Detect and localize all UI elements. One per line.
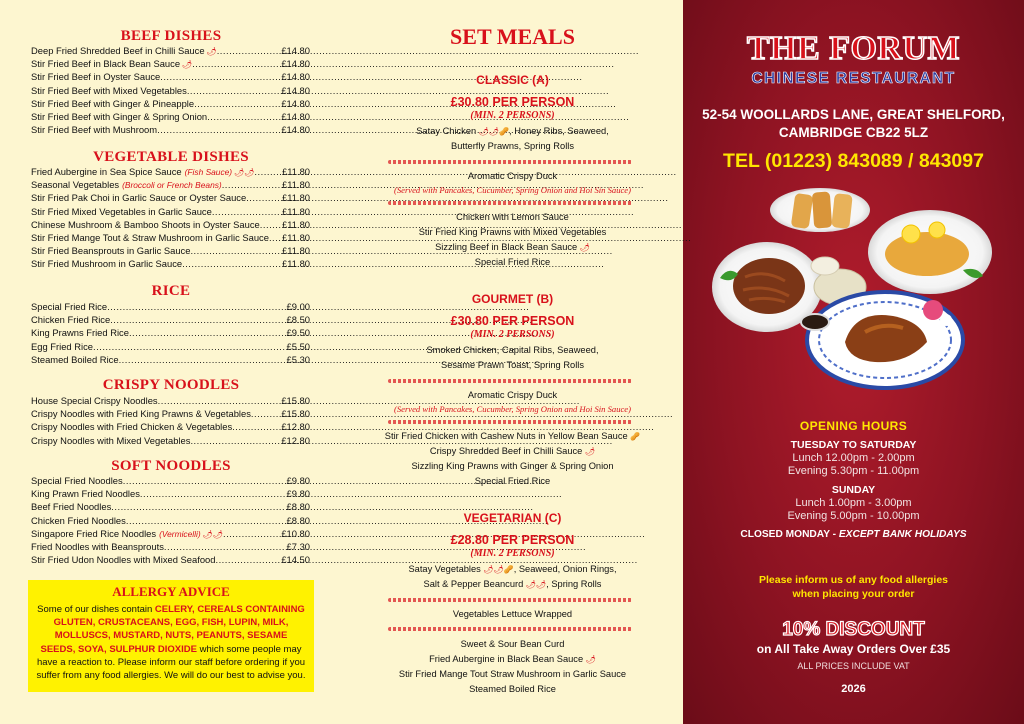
menu-item [31,219,310,232]
opening-hours-title: OPENING HOURS [799,419,908,433]
classic-main-2: Stir Fried King Prawns with Mixed Vegetables [418,227,607,237]
dish-name: Deep Fried Shredded Beef in Chilli Sauce [31,45,205,56]
lemon-slice [929,222,945,238]
chili-icon: 🌶 [182,60,193,70]
dish-price: £11.80 [282,179,310,191]
veg-starter-2b: , Spring Rolls [546,579,602,589]
gourmet-main-1-text: Stir Fried Chicken with Cashew Nuts in Yellow Bean Sauce [384,431,628,441]
restaurant-name: THE FORUM [746,30,961,67]
menu-item [31,85,310,98]
dot-leader [93,341,287,352]
closed-notice [683,529,1024,540]
classic-min: (MIN. 2 PERSONS) [470,110,555,121]
dish-name: Chinese Mushroom & Bamboo Shoots in Oyster Sauce [31,218,260,230]
rice-title: RICE [151,283,191,299]
vegetarian-main-2 [342,654,683,664]
dish-price: £9.50 [286,327,310,339]
menu-item [31,124,310,137]
sunday-evening: Evening 5.00pm - 10.00pm [787,510,920,522]
veg-list [31,166,310,272]
dish-name: Singapore Fried Rice Noodles [31,527,157,539]
dot-leader [269,232,282,243]
dot-leader [158,395,282,406]
dot-leader [215,554,281,565]
dish-name: Stir Fried Pak Choi in Garlic Sauce or Oyster Sauce [31,192,247,204]
dot-leader [260,219,282,230]
chili-icon: 🌶🌶 [525,580,547,589]
allergen-list: CELERY, CEREALS CONTAINING GLUTEN, CRUSTACEANS, EGG, FISH, LUPIN, MILK, MOLLUSCS, MUSTARD, NUTS, PEANUTS, SESAME SEEDS, SOYA, SULPHUR DIOXIDE [40,604,305,655]
classic-main-1: Chicken with Lemon Sauce [456,212,569,222]
veg-starter-1b: , Seaweed, Onion Rings, [513,564,617,574]
dish-name: Stir Fried Beef with Mushroom [31,124,158,136]
dot-leader [123,475,287,486]
dish-price: £9.80 [286,488,310,500]
menu-item [31,301,310,314]
dot-leader [110,314,286,325]
vegetarian-name: VEGETARIAN (C) [463,511,562,525]
dot-leader [140,488,287,499]
dish-price: £10.80 [281,527,310,539]
menu-item [31,166,310,179]
classic-name: CLASSIC (A) [476,73,549,87]
gourmet-starter-1: Smoked Chicken, Capital Ribs, Seaweed, [426,345,599,355]
dish-price: £12.80 [281,434,310,446]
dot-leader [187,85,282,96]
dot-leader [223,528,281,539]
inform-line-1: Please inform us of any food allergies [758,574,949,586]
nut-icon: 🥜 [630,432,641,441]
menu-item [31,421,310,434]
menu-item [31,45,310,58]
dish-name: Crispy Noodles with Fried King Prawns & Vegetables [31,408,251,420]
weekday-label: TUESDAY TO SATURDAY [790,439,917,451]
divider [388,627,632,631]
dish-name: Fried Aubergine in Sea Spice Sauce [31,166,182,177]
divider [388,598,632,602]
gourmet-starter-2: Sesame Prawn Toast, Spring Rolls [441,360,584,370]
classic-duck-note: (Served with Pancakes, Cucumber, Spring Onion and Hoi Sin Sauce) [393,185,631,195]
dish-name: Fried Noodles with Beansprouts [31,540,164,552]
chili-icon: 🌶🌶 [234,168,255,177]
dish-price: £12.80 [281,421,310,433]
gourmet-name: GOURMET (B) [471,292,554,306]
dish-name: Stir Fried Udon Noodles with Mixed Seafood [31,554,216,566]
dish-name: Stir Fried Beansprouts in Garlic Sauce [31,245,191,257]
classic-duck: Aromatic Crispy Duck [467,171,558,181]
dish-name: King Prawns Fried Rice [31,327,129,339]
gourmet-main-2-text: Crispy Shredded Beef in Chilli Sauce [429,446,583,456]
dot-leader [212,206,282,217]
flower-garnish [923,300,943,320]
nut-icon: 🥜 [499,127,510,136]
dish-name: House Special Crispy Noodles [31,395,158,406]
food-photo [715,182,995,392]
beef-list [31,45,310,137]
chili-icon: 🌶 [579,243,590,252]
menu-item [31,515,310,528]
sunday-lunch: Lunch 1.00pm - 3.00pm [795,497,912,509]
weekday-lunch: Lunch 12.00pm - 2.00pm [792,452,915,464]
chilli-beef [733,258,805,314]
dish-note: (Fish Sauce) [184,167,233,177]
telephone: TEL (01223) 843089 / 843097 [723,150,984,172]
address-line-2: CAMBRIDGE CB22 5LZ [778,125,929,140]
dish-price: £11.80 [282,245,310,257]
dish-note: (Vermicelli) [159,528,201,539]
chili-icon: 🌶 [584,447,596,456]
dish-name: Stir Fried Beef with Ginger & Pineapple [31,97,195,109]
gourmet-min: (MIN. 2 PERSONS) [470,329,555,340]
restaurant-subtitle: CHINESE RESTAURANT [751,70,956,87]
dot-leader [126,515,287,526]
veg-starter-2a: Salt & Pepper Beancurd [423,579,526,589]
dot-leader [251,408,281,419]
set-meals-title: SET MEALS [450,24,575,49]
divider [388,201,632,205]
dish-price: £14.80 [281,84,310,96]
vegetarian-lettuce: Vegetables Lettuce Wrapped [452,609,573,619]
dish-price: £5.50 [286,340,310,352]
menu-item [31,475,310,488]
year: 2026 [841,683,866,695]
dish-price: £9.80 [286,475,310,486]
menu-item [31,179,310,192]
dish-price: £11.80 [282,166,310,177]
closed-a: CLOSED MONDAY - [740,529,839,540]
sauce-bowl [801,314,829,330]
dish-name: Stir Fried Mushroom in Garlic Sauce [31,258,183,270]
vegetarian-price: £28.80 PER PERSON [450,533,575,547]
pancakes [811,257,839,275]
menu-item [31,245,310,258]
vegetarian-starter-1 [342,564,683,574]
flower-garnish [940,314,952,326]
dish-price: £7.30 [286,540,310,552]
menu-item [31,71,310,84]
dish-price: £8.80 [286,514,310,526]
inform-line-2: when placing your order [792,588,915,600]
dish-price: £15.80 [281,408,310,420]
menu-item [31,501,310,514]
dish-name: Stir Fried Mange Tout & Straw Mushroom in Garlic Sauce [31,231,269,243]
dot-leader [232,421,281,432]
menu-item [31,408,310,421]
dish-name: King Prawn Fried Noodles [31,488,140,500]
dish-note: (Broccoli or French Beans) [122,180,222,191]
classic-starter-1b: , Honey Ribs, Seaweed, [509,126,609,136]
address-line-1: 52-54 WOOLLARDS LANE, GREAT SHELFORD, [702,107,1005,122]
menu-item [31,232,310,245]
soft-list [31,475,310,567]
dish-name: Stir Fried Beef in Oyster Sauce [31,71,161,83]
dot-leader [164,541,287,552]
menu-item [31,395,310,408]
dot-leader [254,166,282,177]
dish-price: £14.80 [281,124,310,136]
dish-price: £9.00 [286,301,310,312]
menu-item [31,554,310,567]
dot-leader [160,71,281,82]
menu-item [31,341,310,354]
allergy-title: ALLERGY ADVICE [112,584,230,599]
divider [388,420,632,424]
allergy-text [36,603,306,682]
dish-name: Stir Fried Beef with Ginger & Spring Onion [31,110,208,122]
gourmet-price: £30.80 PER PERSON [450,314,575,328]
soft-title: SOFT NOODLES [111,458,231,474]
vegetarian-min: (MIN. 2 PERSONS) [470,548,555,559]
allergy-inform [683,573,1024,601]
vegetarian-main-3: Stir Fried Mange Tout Straw Mushroom in Garlic Sauce [398,669,627,679]
sunday-label: SUNDAY [831,484,876,496]
dish-price: £15.80 [281,395,310,406]
menu-item [31,528,310,541]
dot-leader [194,98,281,109]
menu-item [31,354,310,367]
dish-name: Crispy Noodles with Fried Chicken & Vegetables [31,421,233,433]
dish-price: £14.80 [281,45,310,56]
gourmet-main-1 [342,431,683,441]
dish-price: £11.80 [282,231,310,243]
dish-name: Stir Fried Beef with Mixed Vegetables [31,84,187,96]
dish-price: £14.80 [281,58,310,70]
dot-leader [182,258,282,269]
allergy-text-a: Some of our dishes contain [37,604,155,615]
veg-title: VEGETABLE DISHES [93,149,249,165]
dish-name: Stir Fried Mixed Vegetables in Garlic Sauce [31,205,212,217]
menu-item [31,314,310,327]
dish-price: £11.80 [282,205,310,217]
lemon-chicken [885,232,969,276]
dish-name: Beef Fried Noodles [31,501,112,513]
menu-item [31,58,310,71]
menu-item [31,98,310,111]
dot-leader [107,301,286,312]
allergy-text-b: which some people may have a reaction to. Please inform our staff before ordering if you suffer from any food allergies. We will do our best to advise you. [36,643,306,682]
menu-item [31,488,310,501]
dish-price: £8.80 [286,501,310,513]
classic-price: £30.80 PER PERSON [450,95,575,109]
dish-price: £11.80 [282,218,310,230]
dish-name: Steamed Boiled Rice [31,353,119,365]
spring-roll [812,191,832,228]
classic-main-4: Special Fried Rice [474,257,551,267]
dish-name: Chicken Fried Rice [31,314,111,326]
dish-name: Special Fried Noodles [31,475,123,486]
chili-icon: 🌶🌶 [483,565,504,574]
dot-leader [157,124,281,135]
divider [388,379,632,383]
dish-price: £11.80 [282,192,310,204]
menu-item [31,541,310,554]
veg-starter-1a: Satay Vegetables [408,564,484,574]
dish-name: Stir Fried Beef in Black Bean Sauce [31,58,181,70]
dish-name: Special Fried Rice [31,301,108,312]
dish-name: Crispy Noodles with Mixed Vegetables [31,434,191,446]
lemon-slice [902,225,920,243]
dot-leader [222,179,282,190]
dish-price: £14.80 [281,97,310,109]
dish-name: Seasonal Vegetables [31,179,120,191]
crispy-title: CRISPY NOODLES [102,377,240,393]
menu-item [31,327,310,340]
dot-leader [246,192,282,203]
dish-price: £14.80 [281,71,310,83]
menu-item [31,192,310,205]
dish-price: £11.80 [282,258,310,270]
menu-item [31,111,310,124]
nut-icon: 🥜 [503,565,514,574]
dish-price: £14.80 [281,110,310,122]
dot-leader [190,245,282,256]
menu-item [31,435,310,448]
weekday-evening: Evening 5.30pm - 11.00pm [787,465,920,477]
gourmet-duck-note: (Served with Pancakes, Cucumber, Spring Onion and Hoi Sin Sauce) [393,404,631,414]
dish-name: Egg Fried Rice [31,340,94,352]
gourmet-main-4: Special Fried Rice [474,476,551,486]
chili-icon: 🌶🌶 [478,127,500,136]
classic-starter-1a: Satay Chicken [416,126,479,136]
dish-name: Chicken Fried Noodles [31,514,126,526]
divider [388,160,632,164]
dot-leader [190,435,281,446]
menu-item [31,206,310,219]
discount-headline: 10% DISCOUNT [782,619,925,640]
dot-leader [111,501,286,512]
chili-icon: 🌶 [206,47,217,56]
dot-leader [192,58,281,69]
vegetarian-starter-2 [342,579,683,589]
classic-starter-1 [342,126,683,136]
spring-roll [831,193,852,229]
gourmet-duck: Aromatic Crispy Duck [467,390,558,400]
vegetarian-main-1: Sweet & Sour Bean Curd [460,639,565,649]
dot-leader [217,45,282,56]
dish-price: £5.30 [286,353,310,365]
dish-price: £14.50 [281,554,310,566]
vat-note: ALL PRICES INCLUDE VAT [797,661,910,671]
closed-b: EXCEPT BANK HOLIDAYS [838,529,967,540]
veg-main-2-text: Fried Aubergine in Black Bean Sauce [429,654,584,664]
discount-detail: on All Take Away Orders Over £35 [756,642,951,656]
menu-item [31,258,310,271]
vegetarian-main-4: Steamed Boiled Rice [469,684,556,694]
classic-main-3-text: Sizzling Beef in Black Bean Sauce [435,242,578,252]
allergy-box [28,580,314,692]
beef-title: BEEF DISHES [120,28,222,44]
chili-icon: 🌶 [585,655,596,664]
gourmet-main-3: Sizzling King Prawns with Ginger & Spring Onion [411,461,614,471]
classic-main-3 [342,242,683,252]
chili-icon: 🌶🌶 [202,529,223,539]
dot-leader [207,111,281,122]
rice-list [31,301,310,367]
crispy-list [31,395,310,448]
dish-price: £8.50 [286,314,310,326]
dot-leader [119,354,287,365]
classic-starter-2: Butterfly Prawns, Spring Rolls [451,141,574,151]
gourmet-main-2 [342,446,683,456]
dot-leader [129,327,287,338]
